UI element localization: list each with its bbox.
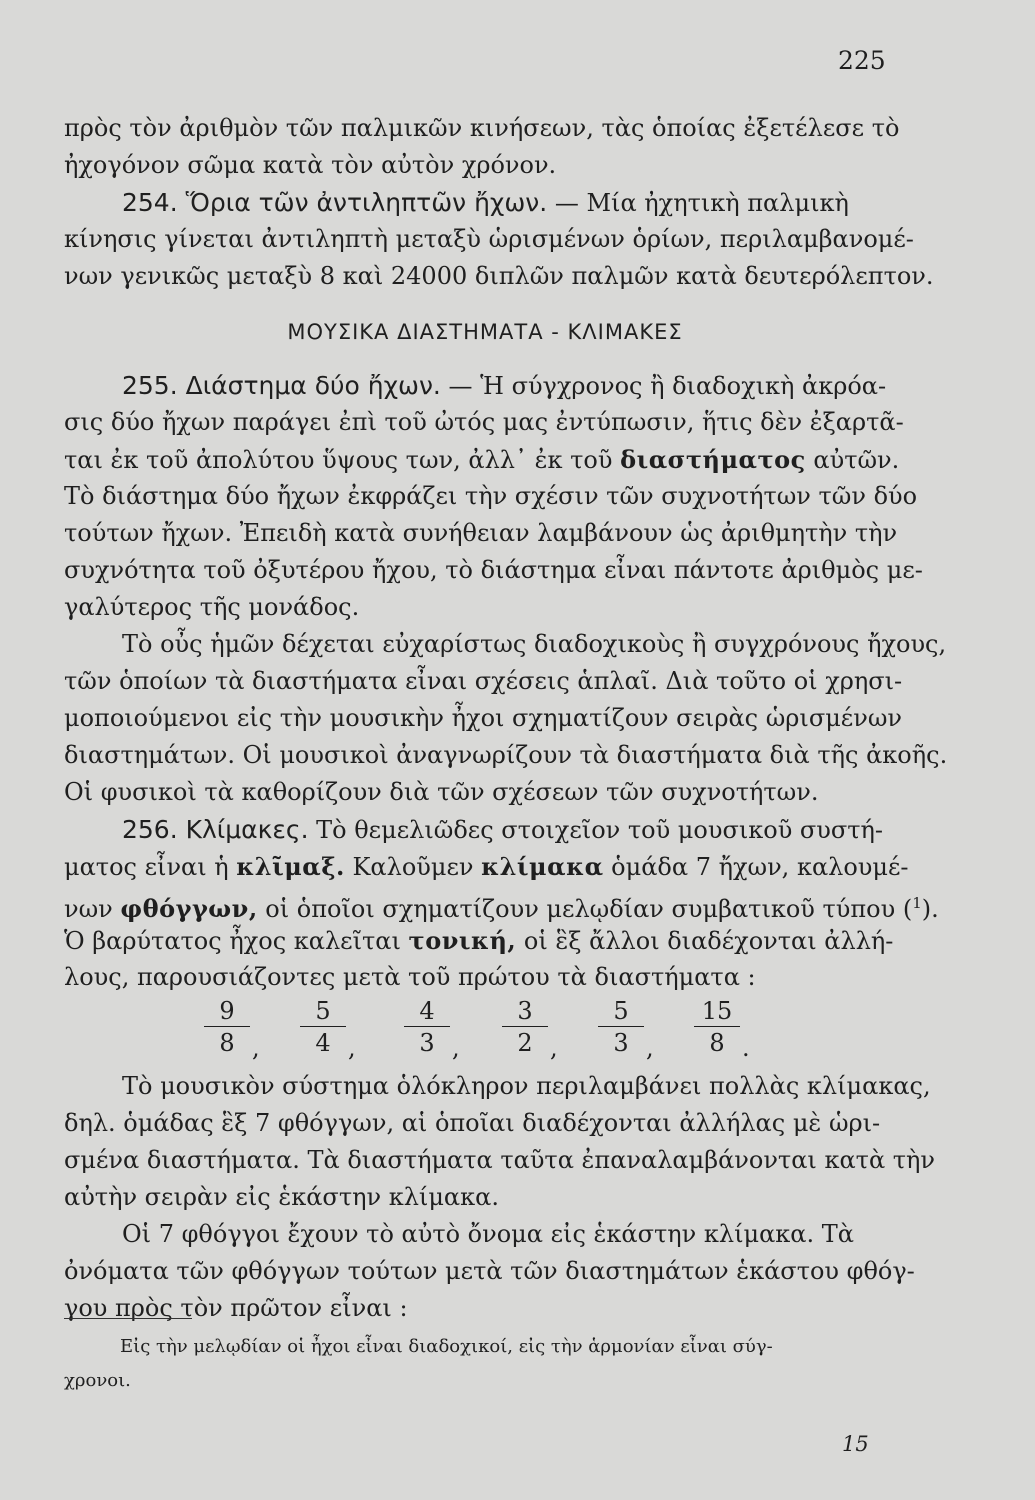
section-heading-254: 254. Ὅρια τῶν ἀντιληπτῶν ἤχων.: [122, 188, 548, 217]
bold-term: τονική,: [408, 926, 517, 955]
bold-term: κλῖμαξ.: [236, 852, 345, 881]
text-run: ).: [921, 895, 939, 923]
fraction-numerator: 15: [694, 996, 740, 1027]
text-line: μοποιούμενοι εἰς τὴν μουσικὴν ἦχοι σχηματίζουν σειρὰς ὡρισμένων: [64, 704, 902, 732]
text-run: ὁμάδα 7 ἤχων, καλουμέ-: [603, 853, 909, 881]
text-line: πρὸς τὸν ἀριθμὸν τῶν παλμικῶν κινήσεων, τὰς ὁποίας ἐξετέλεσε τὸ: [64, 114, 900, 142]
fraction-denominator: 3: [419, 1029, 435, 1057]
comma: ,: [252, 1034, 260, 1062]
text-line: διαστημάτων. Οἱ μουσικοὶ ἀναγνωρίζουν τὰ διαστήματα διὰ τῆς ἀκοῆς.: [64, 741, 948, 769]
text-line: τῶν ὁποίων τὰ διαστήματα εἶναι σχέσεις ἁπλαῖ. Διὰ τοῦτο οἱ χρησι-: [64, 667, 903, 695]
text-line: Τὸ οὖς ἡμῶν δέχεται εὐχαρίστως διαδοχικοὺς ἢ συγχρόνους ἤχους,: [122, 630, 947, 658]
text-line: κίνησις γίνεται ἀντιληπτὴ μεταξὺ ὡρισμένων ὁρίων, περιλαμβανομέ-: [64, 225, 914, 253]
text-line: [64, 922, 906, 959]
text-line: Τὸ μουσικὸν σύστημα ὁλόκληρον περιλαμβάνει πολλὰς κλίμακας,: [122, 1072, 931, 1100]
footnote: [64, 1330, 914, 1398]
signature-mark: 15: [842, 1432, 869, 1456]
bold-term: διαστήματος: [620, 445, 806, 474]
text-line: σις δύο ἤχων παράγει ἐπὶ τοῦ ὠτός μας ἐντύπωσιν, ἥτις δὲν ἐξαρτᾶ-: [64, 408, 904, 436]
fraction: [598, 996, 644, 1059]
fraction-denominator: 8: [219, 1029, 235, 1057]
text-line: [64, 848, 909, 885]
footnote-marker: 1: [912, 894, 922, 912]
paragraph-254-heading: [64, 184, 906, 221]
text-line: [64, 441, 906, 478]
text-run: Καλοῦμεν: [344, 853, 482, 881]
bold-term: φθόγγων,: [120, 894, 258, 923]
comma: ,: [452, 1034, 460, 1062]
page-number: 225: [838, 46, 886, 75]
text-line: αὐτὴν σειρὰν εἰς ἑκάστην κλίμακα.: [64, 1183, 499, 1211]
text-line: Τὸ διάστημα δύο ἤχων ἐκφράζει τὴν σχέσιν τῶν συχνοτήτων τῶν δύο: [64, 482, 918, 510]
fraction: [300, 996, 346, 1059]
footnote-line: Εἰς τὴν μελῳδίαν οἱ ἦχοι εἶναι διαδοχικοί, εἰς τὴν ἁρμονίαν εἶναι σύγ-: [120, 1336, 773, 1357]
comma: ,: [646, 1034, 654, 1062]
fraction: [694, 996, 740, 1059]
fraction-denominator: 8: [709, 1029, 725, 1057]
interval-fractions: [64, 996, 906, 1068]
text-run: οἱ ὁποῖοι σχηματίζουν μελῳδίαν συμβατικοῦ τύπου (: [257, 895, 913, 923]
text-line: σμένα διαστήματα. Τὰ διαστήματα ταῦτα ἐπαναλαμβάνονται κατὰ τὴν: [64, 1146, 936, 1174]
text-line: Οἱ 7 φθόγγοι ἔχουν τὸ αὐτὸ ὄνομα εἰς ἑκάστην κλίμακα. Τὰ: [122, 1220, 854, 1248]
text-line: τούτων ἤχων. Ἐπειδὴ κατὰ συνήθειαν λαμβάνουν ὡς ἀριθμητὴν τὴν: [64, 519, 898, 547]
fraction-numerator: 5: [598, 996, 644, 1027]
fraction: [404, 996, 450, 1059]
text-run: οἱ ἓξ ἄλλοι διαδέχονται ἀλλή-: [516, 927, 894, 955]
text-run: ται ἐκ τοῦ ἀπολύτου ὕψους των, ἀλλ᾽ ἐκ τοῦ: [64, 446, 621, 474]
comma: ,: [348, 1034, 356, 1062]
fraction-denominator: 2: [517, 1029, 533, 1057]
footnote-rule: [64, 1318, 192, 1319]
text-run: αὐτῶν.: [805, 446, 900, 474]
fraction: [502, 996, 548, 1059]
paragraph-256-heading: [64, 811, 906, 848]
text-line: γαλύτερος τῆς μονάδος.: [64, 593, 360, 621]
chapter-title: ΜΟΥΣΙΚΑ ΔΙΑΣΤΗΜΑΤΑ - ΚΛΙΜΑΚΕΣ: [287, 320, 683, 344]
text-line: Οἱ φυσικοὶ τὰ καθορίζουν διὰ τῶν σχέσεων τῶν συχνοτήτων.: [64, 778, 819, 806]
text-run: ματος εἶναι ἡ: [64, 853, 237, 881]
footnote-line: χρονοι.: [64, 1370, 131, 1391]
period: .: [742, 1034, 750, 1062]
text-line: συχνότητα τοῦ ὀξυτέρου ἤχου, τὸ διάστημα εἶναι πάντοτε ἀριθμὸς με-: [64, 556, 923, 584]
fraction-numerator: 4: [404, 996, 450, 1027]
text-line: δηλ. ὁμάδας ἓξ 7 φθόγγων, αἱ ὁποῖαι διαδέχονται ἀλλήλας μὲ ὡρι-: [64, 1109, 881, 1137]
fraction-numerator: 9: [204, 996, 250, 1027]
text-line: ὀνόματα τῶν φθόγγων τούτων μετὰ τῶν διαστημάτων ἑκάστου φθόγ-: [64, 1257, 915, 1285]
text-run: — Μία ἠχητικὴ παλμικὴ: [547, 189, 849, 217]
text-line: λους, παρουσιάζοντες μετὰ τοῦ πρώτου τὰ διαστήματα :: [64, 963, 756, 991]
text-line: [64, 885, 939, 923]
text-line: γου πρὸς τὸν πρῶτον εἶναι :: [64, 1294, 408, 1322]
text-run: Τὸ θεμελιῶδες στοιχεῖον τοῦ μουσικοῦ συστή-: [308, 816, 884, 844]
fraction-numerator: 3: [502, 996, 548, 1027]
text-line: ἠχογόνον σῶμα κατὰ τὸν αὐτὸν χρόνον.: [64, 151, 557, 179]
section-heading-255: 255. Διάστημα δύο ἤχων.: [122, 371, 441, 400]
fraction: [204, 996, 250, 1059]
page-body: [64, 110, 948, 1327]
paragraph-255-heading: [64, 367, 906, 404]
text-run: νων: [64, 895, 121, 923]
comma: ,: [550, 1034, 558, 1062]
fraction-numerator: 5: [300, 996, 346, 1027]
section-heading-256: 256. Κλίμακες.: [122, 815, 309, 844]
fraction-denominator: 4: [315, 1029, 331, 1057]
text-line: νων γενικῶς μεταξὺ 8 καὶ 24000 διπλῶν παλμῶν κατὰ δευτερόλεπτον.: [64, 262, 934, 290]
text-run: — Ἡ σύγχρονος ἢ διαδοχικὴ ἀκρόα-: [440, 372, 887, 400]
text-run: Ὁ βαρύτατος ἦχος καλεῖται: [64, 927, 409, 955]
fraction-denominator: 3: [613, 1029, 629, 1057]
bold-term: κλίμακα: [481, 852, 604, 881]
